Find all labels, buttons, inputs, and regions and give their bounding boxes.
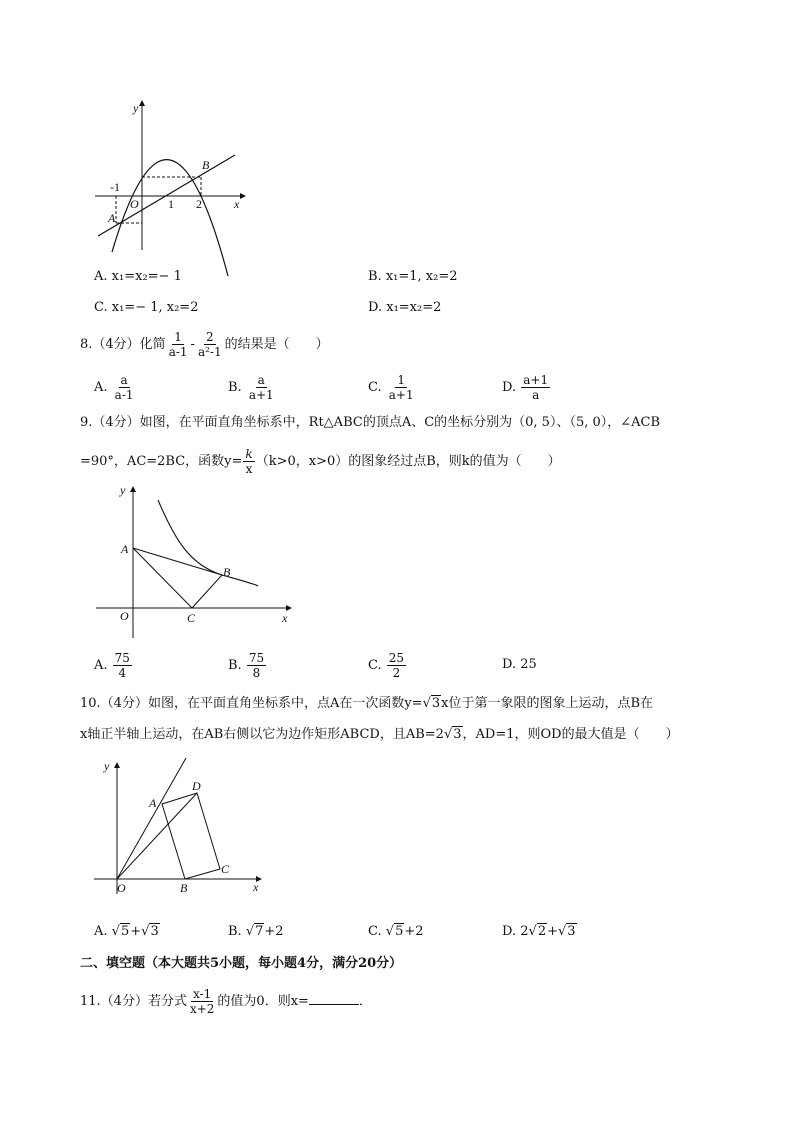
q7-option-b[interactable]: B. x₁=1, x₂=2	[368, 269, 458, 284]
q11-answer-blank[interactable]	[309, 992, 359, 1005]
q10-option-a[interactable]: A. √5+√3	[94, 924, 159, 939]
q9-label-c: C	[187, 611, 196, 625]
q9-figure	[90, 480, 300, 642]
q10-label-c: C	[221, 862, 230, 876]
q10-line-y-sqrt3x	[117, 758, 186, 879]
q7-option-d[interactable]: D. x₁=x₂=2	[368, 300, 442, 315]
section2-title: 二、填空题（本大题共5小题，每小题4分，满分20分）	[80, 956, 403, 971]
q7-y-arrow	[139, 100, 145, 106]
q8-option-a[interactable]: A. $\frac{a}{a-1}$	[94, 373, 134, 402]
q8-frac-1: $\frac{1}{a-1}$	[168, 330, 188, 359]
q9-side-cb	[192, 575, 222, 608]
q9-label-y: y	[120, 483, 126, 497]
q7-label-x: x	[234, 197, 240, 211]
q10-label-a: A	[149, 796, 157, 810]
q9-option-c[interactable]: C. $\frac{25}{2}$	[368, 651, 405, 680]
q7-label-m1: -1	[110, 180, 120, 194]
q7-label-b: B	[202, 158, 210, 172]
q10-stem-line1: 10.（4分）如图，在平面直角坐标系中，点A在一次函数y=√3x位于第一象限的图象上运动，点B在	[80, 696, 654, 711]
q10-label-b: B	[180, 881, 188, 895]
q10-rectangle-abcd	[162, 793, 220, 879]
q10-option-d[interactable]: D. 2√2+√3	[502, 924, 576, 939]
q9-y-arrow	[130, 486, 136, 492]
q9-hyperbola	[158, 500, 258, 586]
q9-stem-line1: 9.（4分）如图，在平面直角坐标系中，Rt△ABC的顶点A、C的坐标分别为（0, 5）、（5, 0），∠ACB	[80, 415, 661, 430]
q8-option-d[interactable]: D. $\frac{a+1}{a}$	[502, 373, 549, 402]
q7-option-c[interactable]: C. x₁=− 1, x₂=2	[94, 300, 199, 315]
q9-label-o: O	[120, 609, 129, 623]
q10-line-od	[117, 793, 197, 879]
q7-option-a[interactable]: A. x₁=x₂=− 1	[94, 269, 182, 284]
q9-option-a[interactable]: A. $\frac{75}{4}$	[94, 651, 130, 680]
q7-label-o: O	[130, 197, 139, 211]
q8-frac-2: $\frac{2}{\text{a²-1}}$	[197, 330, 222, 359]
q10-stem-line2: x轴正半轴上运动，在AB右侧以它为边作矩形ABCD，且AB=2√3，AD=1，则OD的最大值是（ ）	[80, 727, 679, 742]
q7-label-2: 2	[196, 197, 202, 211]
q11-stem: 11.（4分）若分式 $\frac{x-1}{x+2}$ 的值为0．则x= ．	[80, 987, 372, 1016]
q9-label-b: B	[223, 565, 231, 579]
q7-figure	[90, 98, 250, 288]
q10-option-b[interactable]: B. √7+2	[228, 924, 284, 939]
q10-label-x: x	[253, 880, 259, 894]
q10-option-c[interactable]: C. √5+2	[368, 924, 424, 939]
q9-option-b[interactable]: B. $\frac{75}{8}$	[228, 651, 265, 680]
q10-label-d: D	[192, 779, 201, 793]
q10-figure	[90, 756, 270, 898]
q10-label-o: O	[117, 881, 126, 895]
q9-stem-line2: =90°，AC=2BC，函数y= $\frac{k}{x}$ （k>0，x>0）的图象经过点B，则k的值为（ ）	[80, 447, 561, 476]
q7-label-1: 1	[168, 197, 174, 211]
q9-label-a: A	[121, 542, 129, 556]
q8-stem: 8.（4分）化简 $\frac{1}{a-1}$ - $\frac{2}{\text{a²-1}}$ 的结果是（ ）	[80, 330, 329, 359]
q9-label-x: x	[282, 611, 288, 625]
q7-x-arrow	[240, 193, 246, 199]
q10-label-y: y	[104, 759, 110, 773]
q7-label-y: y	[133, 101, 139, 115]
q7-label-a: A	[108, 211, 116, 225]
q8-option-b[interactable]: B. $\frac{a}{a+1}$	[228, 373, 274, 402]
q8-option-c[interactable]: C. $\frac{1}{a+1}$	[368, 373, 414, 402]
q9-option-d[interactable]: D. 25	[502, 657, 537, 672]
q10-y-arrow	[114, 762, 120, 768]
